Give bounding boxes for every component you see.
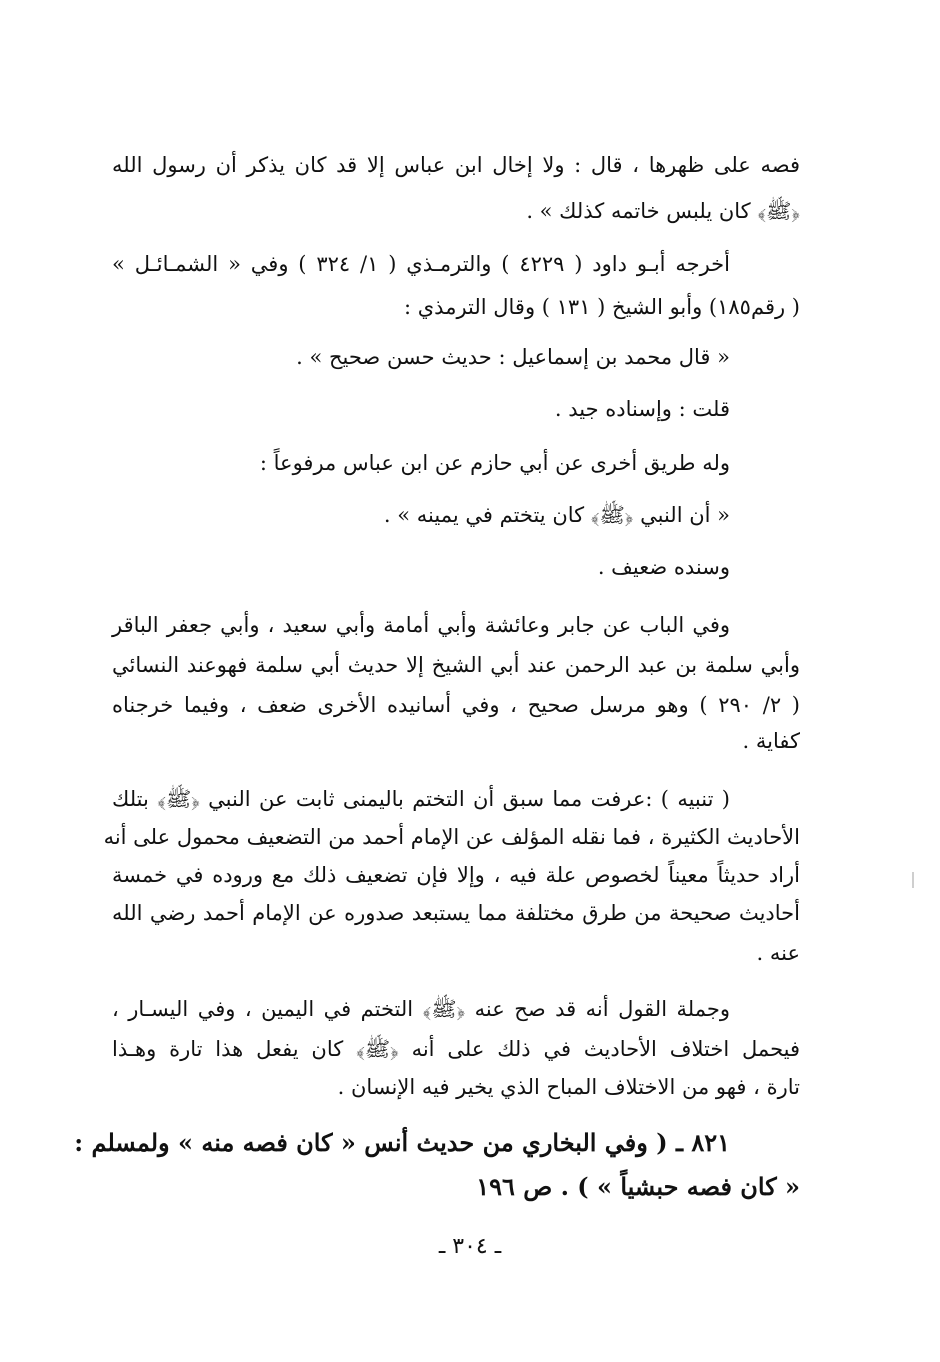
text-line: « أن النبي ﴿ﷺ﴾ كان يتختم في يمينه » .: [383, 503, 730, 527]
text-line: فصه على ظهرها ، قال : ولا إخال ابن عباس إلا قد كان يذكر أن رسول الله: [112, 153, 800, 177]
scan-mark: [912, 872, 914, 888]
text-line: فيحمل اختلاف الأحاديث في ذلك على أنه ﴿ﷺ﴾ كان يفعل هذا تارة وهـذا: [112, 1037, 800, 1061]
text-line: « قال محمد بن إسماعيل : حديث حسن صحيح » .: [296, 345, 730, 369]
text-line: ( تنبيه ) :عرفت مما سبق أن التختم باليمنى ثابت عن النبي ﴿ﷺ﴾ بتلك: [112, 787, 730, 811]
text-line: ( ٢/ ٢٩٠ ) وهو مرسل صحيح ، وفي أسانيده الأخرى ضعف ، وفيما خرجناه: [112, 693, 800, 717]
page-number: ـ ٣٠٤ ـ: [438, 1234, 502, 1259]
text-line: عنه .: [756, 941, 800, 965]
text-line: وفي الباب عن جابر وعائشة وأبي أمامة وأبي سعيد ، وأبي جعفر الباقر: [112, 613, 730, 637]
text-line: وله طريق أخرى عن أبي حازم عن ابن عباس مرفوعاً :: [259, 451, 730, 475]
text-line: الأحاديث الكثيرة ، فما نقله المؤلف عن الإمام أحمد من التضعيف محمول على أنه: [103, 825, 800, 849]
text-line: ( رقم١٨٥) وأبو الشيخ ( ١٣١ ) وقال الترمذي :: [403, 295, 800, 319]
text-line: ٨٢١ ـ ( وفي البخاري من حديث أنس « كان فصه منه » ولمسلم :: [74, 1128, 730, 1157]
text-line: ﴿ﷺ﴾ كان يلبس خاتمه كذلك » .: [526, 199, 800, 223]
text-line: أخرجه أبـو داود ( ٤٢٢٩ ) والترمـذي ( ١/ ٣٢٤ ) وفي « الشمـائـل »: [112, 252, 730, 276]
text-line: وسنده ضعيف .: [597, 555, 730, 579]
text-line: كفاية .: [742, 729, 800, 753]
text-line: تارة ، فهو من الاختلاف المباح الذي يخير فيه الإنسان .: [337, 1075, 800, 1099]
text-line: أحاديث صحيحة من طرق مختلفة مما يستبعد صدوره عن الإمام أحمد رضي الله: [112, 901, 800, 925]
text-line: وأبي سلمة بن عبد الرحمن عند أبي الشيخ إلا حديث أبي سلمة فهوعند النسائي: [112, 653, 800, 677]
text-line: قلت : وإسناده جيد .: [554, 397, 730, 421]
text-line: أراد حديثاً معيناً لخصوص علة فيه ، وإلا فإن تضعيف ذلك مع وروده في خمسة: [112, 863, 800, 887]
text-line: وجملة القول أنه قد صح عنه ﴿ﷺ﴾ التختم في اليمين ، وفي اليسـار ،: [112, 997, 730, 1021]
text-line: « كان فصه حبشياً » ) . ص ١٩٦: [476, 1172, 800, 1201]
